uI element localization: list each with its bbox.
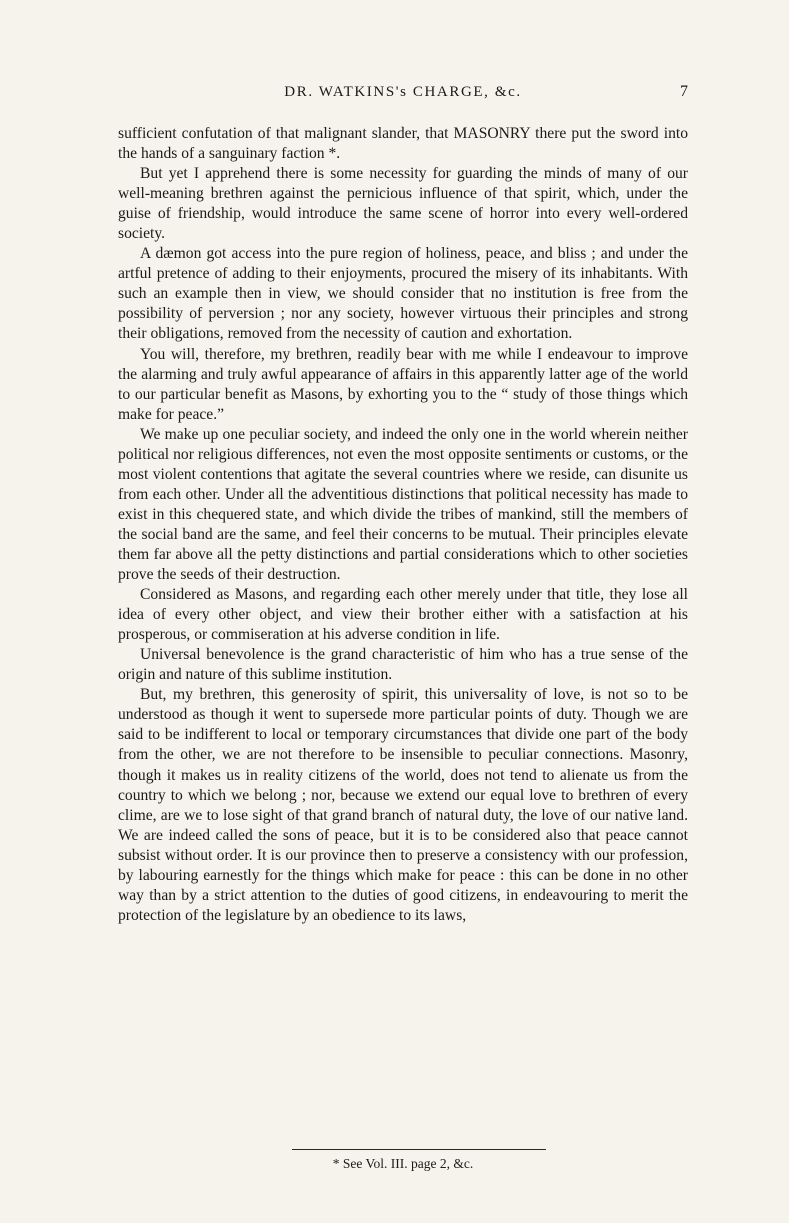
paragraph: But yet I apprehend there is some necessity for guarding the minds of many of our well-meaning brethren against the pernicious influence of that spirit, which, under the guise of friendship, would introduce the same scene of horror into every well-ordered society. bbox=[118, 165, 688, 243]
running-title: DR. WATKINS's CHARGE, &c. bbox=[284, 84, 522, 100]
footnote-divider bbox=[292, 1149, 546, 1150]
paragraph: A dæmon got access into the pure region of holiness, peace, and bliss ; and under the artful pretence of adding to their enjoyments, procured the misery of its inhabitants. With such an example then in view, we should consider that no institution is free from the possibility of perversion ; nor any society, however virtuous their principles and strong their obligations, removed from the necessity of caution and exhortation. bbox=[118, 245, 688, 343]
body-text bbox=[118, 124, 688, 926]
paragraph: We make up one peculiar society, and indeed the only one in the world wherein neither political nor religious differences, not even the most opposite sentiments or customs, or the most violent contentions that agitate the several countries where we reside, can disunite us from each other. Under all the adventitious distinctions that political necessity has made to exist in this chequered state, and which divide the tribes of mankind, still the members of the social band are the same, and feel their concerns to be mutual. Their principles elevate them far above all the petty distinctions and partial considerations which to other societies prove the seeds of their destruction. bbox=[118, 425, 688, 584]
paragraph: sufficient confutation of that malignant slander, that MASONRY there put the sword into the hands of a sanguinary faction *. bbox=[118, 125, 688, 163]
footnote: * See Vol. III. page 2, &c. bbox=[332, 1156, 474, 1171]
page-header bbox=[118, 84, 688, 106]
paragraph: Universal benevolence is the grand characteristic of him who has a true sense of the origin and nature of this sublime institution. bbox=[118, 646, 688, 684]
page-number: 7 bbox=[680, 83, 688, 100]
paragraph: But, my brethren, this generosity of spirit, this universality of love, is not so to be understood as though it went to supersede more particular points of duty. Though we are said to be indifferent to local or temporary circumstances that divide one part of the body from the other, we are not therefore to be insensible to peculiar connections. Masonry, though it makes us in reality citizens of the world, does not tend to alienate us from the country to which we belong ; nor, because we extend our equal love to brethren of every clime, are we to lose sight of that grand branch of natural duty, the love of our native land. We are indeed called the sons of peace, but it is to be considered also that peace cannot subsist without order. It is our province then to preserve a consistency with our profession, by labouring earnestly for the things which make for peace : this can be done in no other way than by a strict attention to the duties of good citizens, in endeavouring to merit the protection of the legislature by an obedience to its laws, bbox=[118, 686, 688, 924]
paragraph: You will, therefore, my brethren, readily bear with me while I endeavour to improve the alarming and truly awful appearance of affairs in this apparently latter age of the world to our particular benefit as Masons, by exhorting you to the “ study of those things which make for peace.” bbox=[118, 345, 688, 423]
paragraph: Considered as Masons, and regarding each other merely under that title, they lose all idea of every other object, and view their brother either with a satisfaction at his prosperous, or commiseration at his adverse condition in life. bbox=[118, 586, 688, 644]
